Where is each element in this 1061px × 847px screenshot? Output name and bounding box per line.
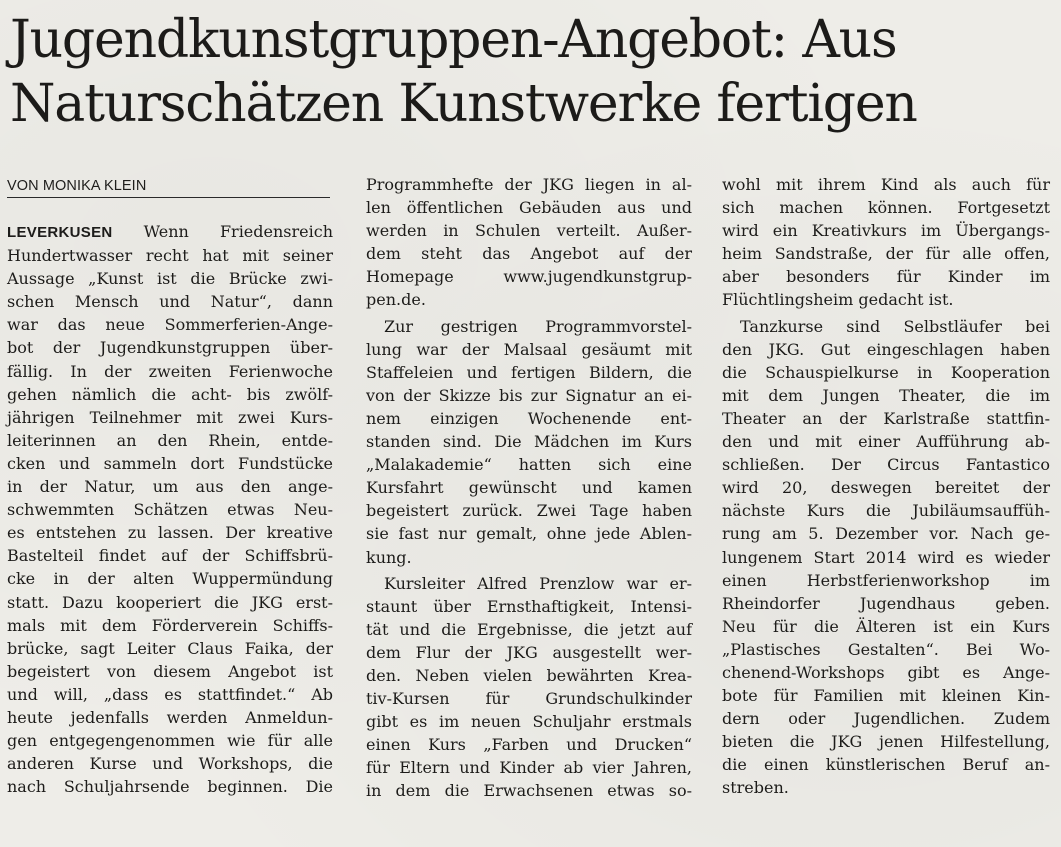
text-line: Neu für die Älteren ist ein Kurs (722, 616, 1050, 636)
text-line: dern oder Jugendlichen. Zudem (722, 709, 1050, 729)
article-headline (10, 8, 1055, 136)
text-line: lung war der Malsaal gesäumt mit (366, 339, 692, 359)
text-line: „Plastisches Gestalten“. Bei Wo- (722, 639, 1050, 659)
text-line: cken und sammeln dort Fundstücke (7, 453, 333, 473)
text-line: schwemmten Schätzen etwas Neu- (7, 500, 333, 520)
text-line: jährigen Teilnehmer mit zwei Kurs- (7, 407, 333, 427)
text-line: den JKG. Gut eingeschlagen haben (722, 339, 1050, 359)
text-line: die einen künstlerischen Beruf an- (722, 755, 1050, 775)
text-line: fällig. In der zweiten Ferienwoche (7, 361, 333, 381)
text-line: Programmhefte der JKG liegen in al- (366, 175, 692, 194)
text-line: chenend-Workshops gibt es Ange- (722, 662, 1050, 682)
headline-line-2: Naturschätzen Kunstwerke fertigen (10, 74, 917, 134)
text-line: Kursfahrt gewünscht und kamen (366, 478, 692, 498)
text-line: standen sind. Die Mädchen im Kurs (366, 432, 692, 452)
text-line: bot der Jugendkunstgruppen über- (7, 338, 333, 358)
text-line: anderen Kurse und Workshops, die (7, 754, 333, 774)
text-line: len öffentlichen Gebäuden aus und (366, 198, 692, 218)
text-line: Staffeleien und fertigen Bildern, die (366, 362, 692, 382)
article-column-1 (7, 220, 333, 798)
text-line: sich machen können. Fortgesetzt (722, 198, 1050, 218)
text-line: begeistert zurück. Zwei Tage haben (366, 501, 692, 521)
text-line-rest: Wenn Friedensreich (112, 222, 333, 241)
text-line: heute jedenfalls werden Anmeldun- (7, 707, 333, 727)
text-line: schließen. Der Circus Fantastico (722, 455, 1050, 475)
text-line: in der Natur, um aus den ange- (7, 477, 333, 497)
text-line: begeistert von diesem Angebot ist (7, 661, 333, 681)
text-line: es entstehen zu lassen. Der kreative (7, 523, 333, 543)
column-3-paragraph-2 (722, 315, 1050, 800)
text-line: aber besonders für Kinder im (722, 267, 1050, 287)
text-line: bieten die JKG jenen Hilfestellung, (722, 732, 1050, 752)
text-line: einen Kurs „Farben und Drucken“ (366, 735, 692, 755)
text-line: Theater an der Karlstraße stattfin- (722, 408, 1050, 428)
text-line: werden in Schulen verteilt. Außer- (366, 221, 692, 241)
text-line: streben. (722, 778, 789, 798)
text-line: bote für Familien mit kleinen Kin- (722, 686, 1050, 706)
text-line: tiv-Kursen für Grundschulkinder (366, 689, 692, 709)
text-line: gibt es im neuen Schuljahr erstmals (366, 712, 692, 732)
text-line: gehen nämlich die acht- bis zwölf- (7, 384, 333, 404)
text-line: nem einzigen Wochenende ent- (366, 408, 692, 428)
text-line: tät und die Ergebnisse, die jetzt auf (366, 619, 692, 639)
article-column-2 (366, 173, 692, 803)
column-2-paragraph-3 (366, 572, 692, 803)
text-line: nach Schuljahrsende beginnen. Die (7, 777, 333, 797)
text-line: die Schauspielkurse in Kooperation (722, 362, 1050, 382)
text-line: lungenem Start 2014 wird es wieder (722, 547, 1050, 567)
text-line: in dem die Erwachsenen etwas so- (366, 781, 692, 801)
column-1-paragraph (7, 220, 333, 798)
text-line: Flüchtlingsheim gedacht ist. (722, 290, 954, 310)
text-line: brücke, sagt Leiter Claus Faika, der (7, 638, 333, 658)
text-line: nächste Kurs die Jubiläumsauffüh- (722, 501, 1050, 521)
text-line: mals mit dem Förderverein Schiffs- (7, 615, 333, 635)
text-line: pen.de. (366, 290, 426, 310)
text-line: wird ein Kreativkurs im Übergangs- (722, 221, 1050, 241)
text-line: leiterinnen an den Rhein, entde- (7, 430, 333, 450)
text-line: gen entgegengenommen wie für alle (7, 731, 333, 751)
column-2-paragraph-2 (366, 315, 692, 569)
text-line: für Eltern und Kinder ab vier Jahren, (366, 758, 692, 778)
text-line: wird 20, deswegen bereitet der (722, 478, 1050, 498)
text-line: den. Neben vielen bewährten Krea- (366, 665, 692, 685)
text-line: kung. (366, 547, 412, 567)
text-line: war das neue Sommerferien-Ange- (7, 315, 333, 335)
text-line: Rheindorfer Jugendhaus geben. (722, 593, 1050, 613)
text-line: Hundertwasser recht hat mit seiner (7, 246, 333, 266)
text-line: Tanzkurse sind Selbstläufer bei (740, 316, 1050, 336)
text-line: dem steht das Angebot auf der (366, 244, 692, 264)
text-line: schen Mensch und Natur“, dann (7, 292, 333, 312)
text-line: staunt über Ernsthaftigkeit, Intensi- (366, 596, 692, 616)
text-line: einen Herbstferienworkshop im (722, 570, 1050, 590)
text-line: mit dem Jungen Theater, die im (722, 385, 1050, 405)
text-line: dem Flur der JKG ausgestellt wer- (366, 642, 692, 662)
text-line: den und mit einer Aufführung ab- (722, 432, 1050, 452)
text-line: Aussage „Kunst ist die Brücke zwi- (7, 269, 333, 289)
dateline: LEVERKUSEN (7, 224, 113, 241)
text-line: Kursleiter Alfred Prenzlow war er- (384, 573, 692, 593)
text-line: Homepage www.jugendkunstgrup- (366, 267, 692, 287)
text-line: Zur gestrigen Programmvorstel- (384, 316, 692, 336)
text-line: und will, „dass es stattfindet.“ Ab (7, 684, 333, 704)
text-line: Bastelteil findet auf der Schiffsbrü- (7, 546, 333, 566)
headline-line-1: Jugendkunstgruppen-Angebot: Aus (10, 10, 897, 70)
column-2-paragraph-1 (366, 173, 692, 312)
text-line (7, 220, 333, 244)
text-line: rung am 5. Dezember vor. Nach ge- (722, 524, 1050, 544)
text-line: „Malakademie“ hatten sich eine (366, 455, 692, 475)
text-line: von der Skizze bis zur Signatur an ei- (366, 385, 692, 405)
text-line: sie fast nur gemalt, ohne jede Ablen- (366, 524, 692, 544)
article-column-3 (722, 173, 1050, 800)
text-line: cke in der alten Wuppermündung (7, 569, 333, 589)
text-line: wohl mit ihrem Kind als auch für (722, 175, 1050, 194)
text-line: heim Sandstraße, der für alle offen, (722, 244, 1050, 264)
byline: VON MONIKA KLEIN (7, 178, 330, 198)
text-line: statt. Dazu kooperiert die JKG erst- (7, 592, 333, 612)
column-3-paragraph-1 (722, 173, 1050, 312)
